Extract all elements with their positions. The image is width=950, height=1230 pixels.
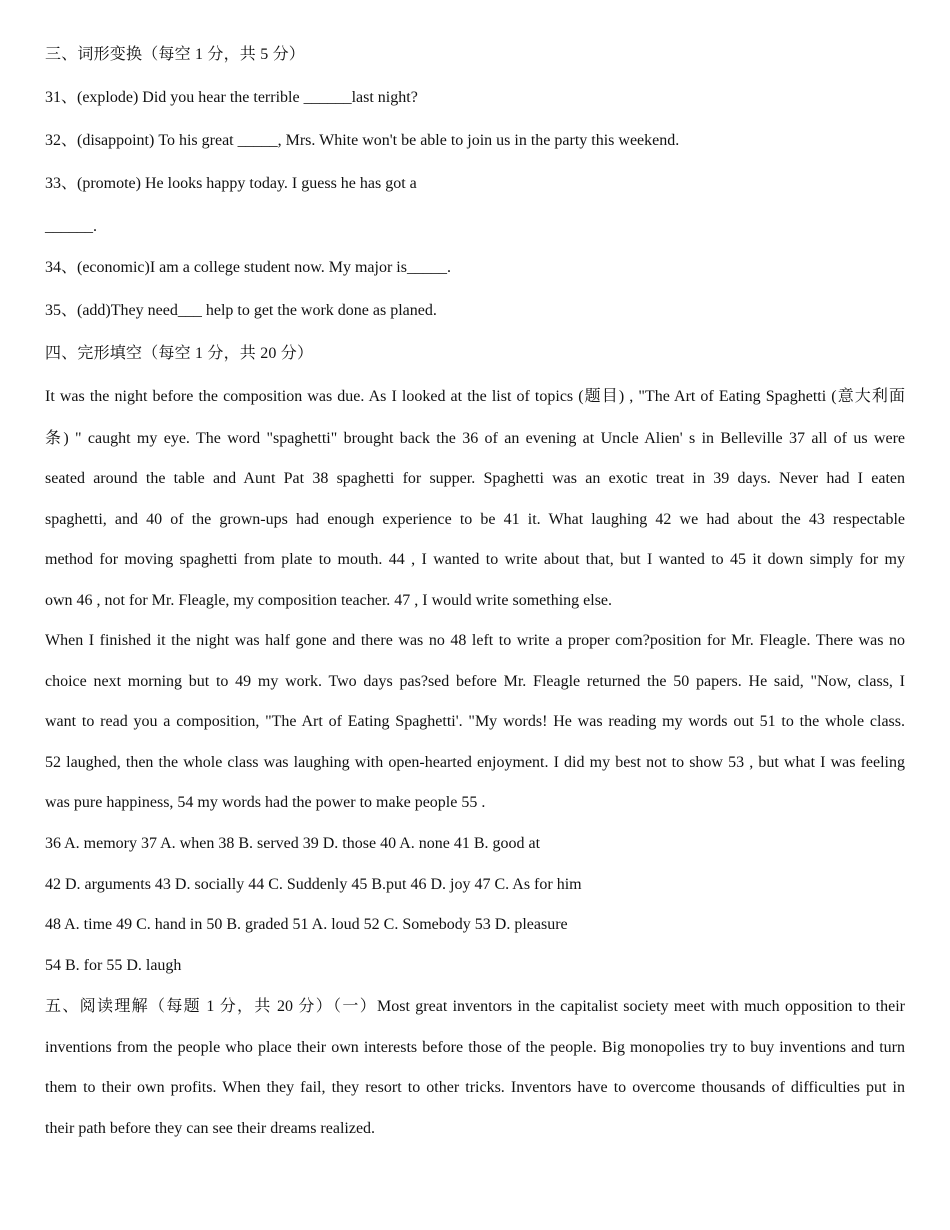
reading-passage-line: 五、阅读理解（每题 1 分，共 20 分）（一）Most great inventors in the capitalist society meet with much opposition to their	[45, 998, 905, 1015]
question-35: 35、(add)They need___ help to get the work done as planed.	[45, 302, 437, 319]
cloze-passage-line: When I finished it the night was half gone and there was no 48 left to write a proper com?position for Mr. Fleagle. There was no	[45, 632, 905, 649]
cloze-passage-line: seated around the table and Aunt Pat 38 spaghetti for supper. Spaghetti was an exotic treat in 39 days. Never had I eaten	[45, 470, 905, 487]
cloze-passage-line: 条) " caught my eye. The word "spaghetti" brought back the 36 of an evening at Uncle Alien' s in Belleville 37 all of us were	[45, 430, 905, 447]
reading-passage-line: them to their own profits. When they fail, they resort to other tricks. Inventors have to overcome thousands of difficulties put in	[45, 1079, 905, 1096]
section-3-heading: 三、词形变换（每空 1 分，共 5 分）	[45, 46, 306, 63]
cloze-passage-line: was pure happiness, 54 my words had the power to make people 55 .	[45, 794, 486, 811]
question-33-blank: ______.	[45, 218, 97, 235]
question-32: 32、(disappoint) To his great _____, Mrs. White won't be able to join us in the party this weekend.	[45, 132, 680, 149]
reading-passage-line: inventions from the people who place their own interests before those of the people. Big monopolies try to buy inventions and turn	[45, 1039, 905, 1056]
section-4-heading: 四、完形填空（每空 1 分，共 20 分）	[45, 345, 314, 362]
question-31: 31、(explode) Did you hear the terrible ______last night?	[45, 89, 418, 106]
cloze-passage-line: want to read you a composition, "The Art of Eating Spaghetti'. "My words! He was reading my words out 51 to the whole class.	[45, 713, 905, 730]
cloze-passage-line: 52 laughed, then the whole class was laughing with open-hearted enjoyment. I did my best not to show 53 , but what I was feeling	[45, 754, 905, 771]
cloze-answer-line: 54 B. for 55 D. laugh	[45, 957, 182, 974]
cloze-passage-line: own 46 , not for Mr. Fleagle, my composition teacher. 47 , I would write something else.	[45, 592, 613, 609]
reading-passage-line: their path before they can see their dreams realized.	[45, 1120, 376, 1137]
cloze-passage-line: It was the night before the composition was due. As I looked at the list of topics (题目) , "The Art of Eating Spaghetti (意大利面	[45, 388, 905, 405]
question-33: 33、(promote) He looks happy today. I guess he has got a	[45, 175, 417, 192]
cloze-passage-line: spaghetti, and 40 of the grown-ups had enough experience to be 41 it. What laughing 42 we had about the 43 respectable	[45, 511, 905, 528]
cloze-passage-line: choice next morning but to 49 my work. Two days pas?sed before Mr. Fleagle returned the 50 papers. He said, "Now, class, I	[45, 673, 905, 690]
cloze-answer-line: 48 A. time 49 C. hand in 50 B. graded 51 A. loud 52 C. Somebody 53 D. pleasure	[45, 916, 568, 933]
cloze-answer-line: 36 A. memory 37 A. when 38 B. served 39 D. those 40 A. none 41 B. good at	[45, 835, 541, 852]
cloze-passage-line: method for moving spaghetti from plate to mouth. 44 , I wanted to write about that, but I wanted to 45 it down simply for my	[45, 551, 905, 568]
cloze-answer-line: 42 D. arguments 43 D. socially 44 C. Suddenly 45 B.put 46 D. joy 47 C. As for him	[45, 876, 582, 893]
question-34: 34、(economic)I am a college student now. My major is_____.	[45, 259, 451, 276]
